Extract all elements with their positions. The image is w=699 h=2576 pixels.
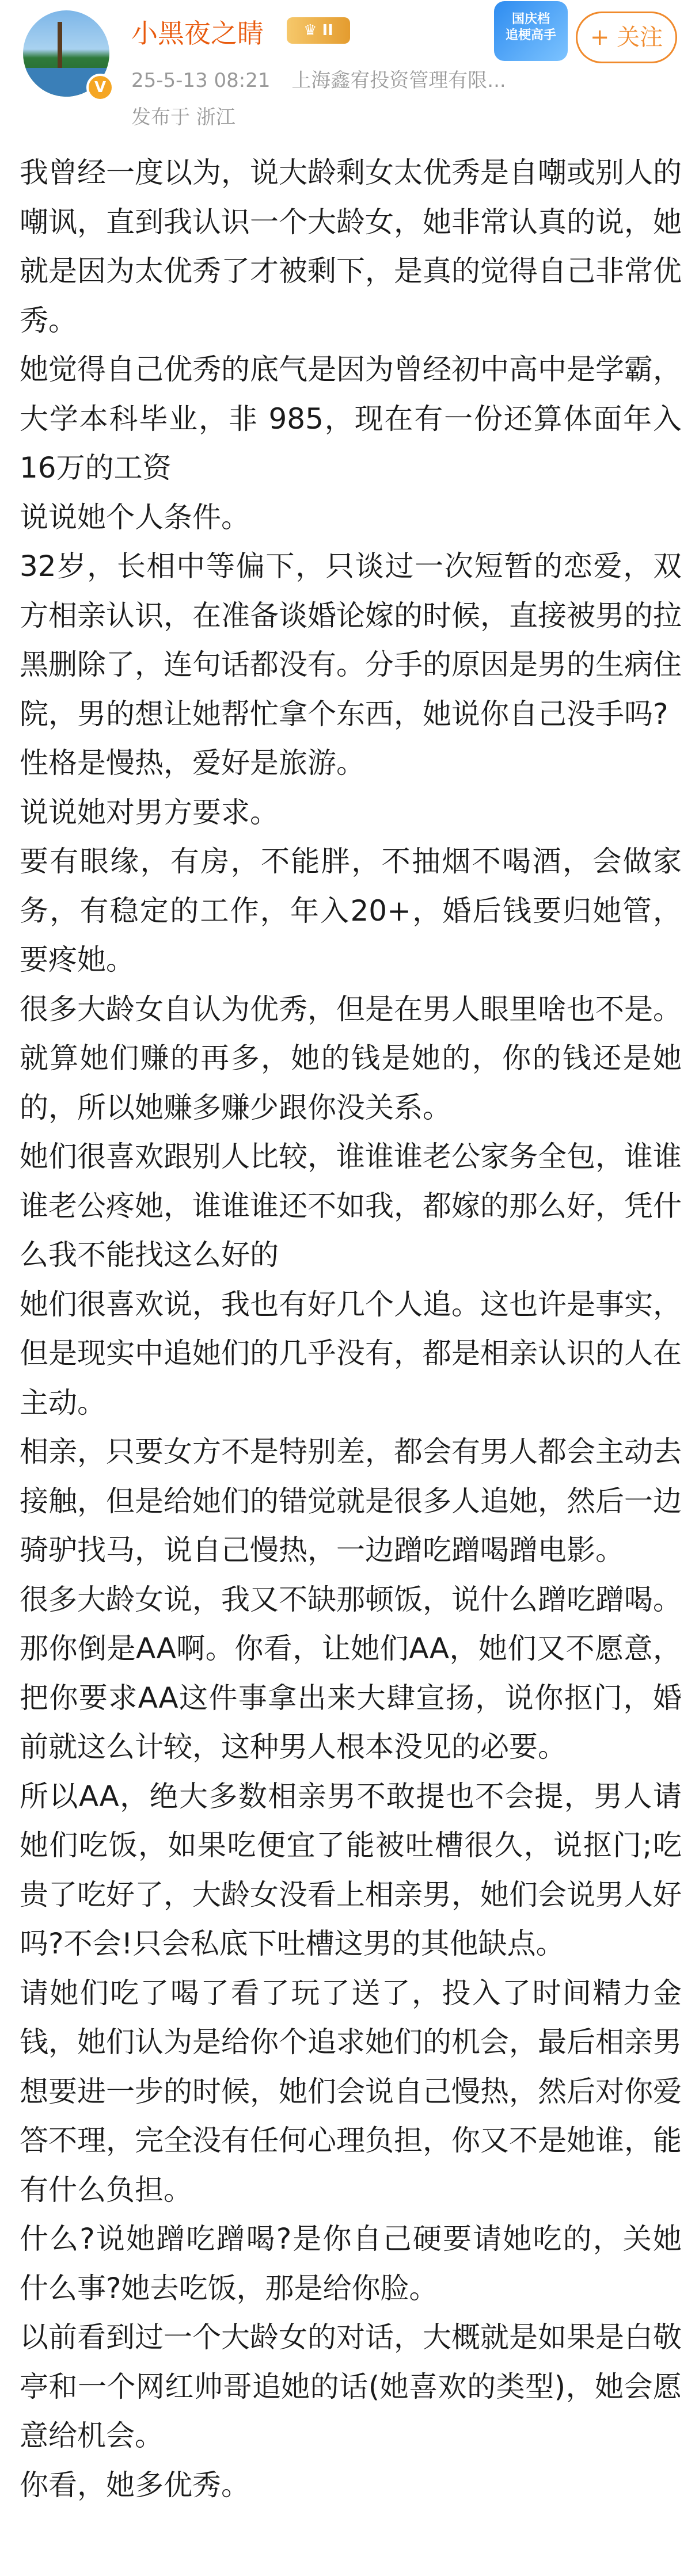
event-badge[interactable] [494,1,568,61]
paragraph: 要有眼缘，有房，不能胖，不抽烟不喝酒，会做家务，有稳定的工作，年入20+，婚后钱要归她管，要疼她。 [20,845,682,976]
post-meta [131,64,506,93]
post-source[interactable]: 上海鑫宥投资管理有限... [291,69,506,92]
post-body [20,148,682,2510]
paragraph: 性格是慢热，爱好是旅游。 [20,746,365,780]
paragraph: 相亲，只要女方不是特别差，都会有男人都会主动去接触，但是给她们的错觉就是很多人追她，然后一边骑驴找马，说自己慢热，一边蹭吃蹭喝蹭电影。 [20,1435,682,1567]
paragraph: 她们很喜欢说，我也有好几个人追。这也许是事实，但是现实中追她们的几乎没有，都是相亲认识的人在主动。 [20,1287,682,1419]
avatar-palm-tree [58,22,62,68]
paragraph: 请她们吃了喝了看了玩了送了，投入了时间精力金钱，她们认为是给你个追求她们的机会，最后相亲男想要进一步的时候，她们会说自己慢热，然后对你爱答不理，完全没有任何心理负担，你又不是她谁，能有什么负担。 [20,1976,682,2207]
paragraph: 说说她对男方要求。 [20,795,279,829]
follow-button[interactable]: + 关注 [576,12,677,63]
paragraph: 你看，她多优秀。 [20,2468,250,2502]
paragraph: 32岁，长相中等偏下，只谈过一次短暂的恋爱，双方相亲认识，在准备谈婚论嫁的时候，直接被男的拉黑删除了，连句话都没有。分手的原因是男的生病住院，男的想让她帮忙拿个东西，她说你自己没手吗? [20,549,682,731]
event-badge-line2: 追梗高手 [505,28,556,43]
paragraph: 很多大龄女自认为优秀，但是在男人眼里啥也不是。 [20,992,682,1026]
post-location: 发布于 浙江 [131,106,235,129]
post-header [0,0,699,150]
paragraph: 她们很喜欢跟别人比较，谁谁谁老公家务全包，谁谁谁老公疼她，谁谁谁还不如我，都嫁的那么好，凭什么我不能找这么好的 [20,1140,682,1272]
paragraph: 以前看到过一个大龄女的对话，大概就是如果是白敬亭和一个网红帅哥追她的话(她喜欢的类型)，她会愿意给机会。 [20,2321,682,2452]
paragraph: 很多大龄女说，我又不缺那顿饭，说什么蹭吃蹭喝。 [20,1582,682,1616]
post-time: 25-5-13 08:21 [131,69,271,92]
level-badge: ♛ II [287,17,350,44]
paragraph: 所以AA，绝大多数相亲男不敢提也不会提，男人请她们吃饭，如果吃便宜了能被吐槽很久，说抠门;吃贵了吃好了，大龄女没看上相亲男，她们会说男人好吗?不会!只会私底下吐槽这男的其他缺点。 [20,1779,682,1960]
paragraph: 那你倒是AA啊。你看，让她们AA，她们又不愿意，把你要求AA这件事拿出来大肆宣扬，说你抠门，婚前就这么计较，这种男人根本没见的必要。 [20,1632,682,1764]
event-badge-line1: 国庆档 [511,12,550,26]
paragraph: 我曾经一度以为，说大龄剩女太优秀是自嘲或别人的嘲讽，直到我认识一个大龄女，她非常认真的说，她就是因为太优秀了才被剩下，是真的觉得自己非常优秀。 [20,156,682,337]
paragraph: 她觉得自己优秀的底气是因为曾经初中高中是学霸，大学本科毕业，非 985，现在有一份还算体面年入 16万的工资 [20,353,682,484]
verified-v-icon: V [86,74,114,101]
paragraph: 什么?说她蹭吃蹭喝?是你自己硬要请她吃的，关她什么事?她去吃饭，那是给你脸。 [20,2222,682,2305]
paragraph: 就算她们赚的再多，她的钱是她的，你的钱还是她的，所以她赚多赚少跟你没关系。 [20,1041,682,1124]
paragraph: 说说她个人条件。 [20,500,250,534]
author-name[interactable]: 小黑夜之睛 [131,18,264,49]
